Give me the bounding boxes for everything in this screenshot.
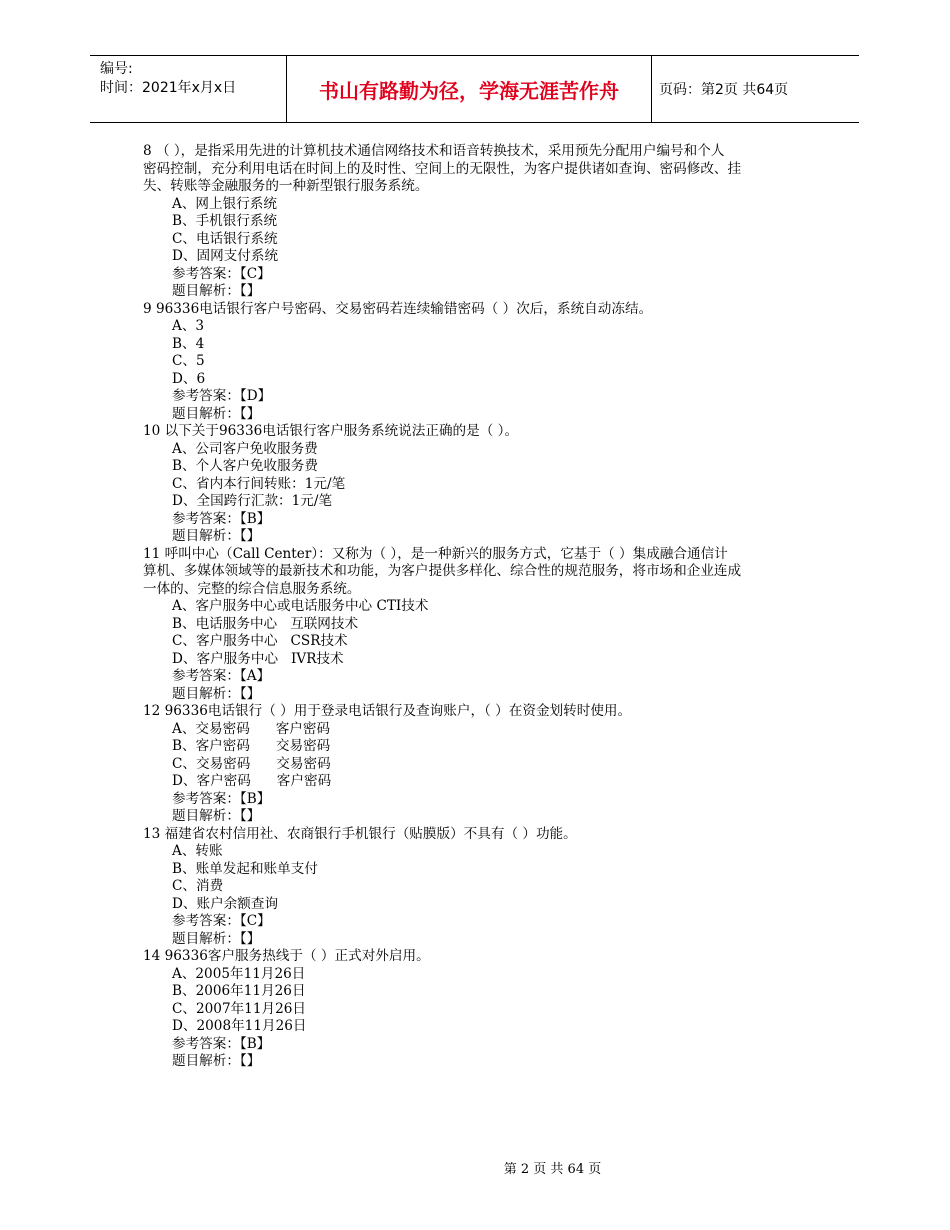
number-label: 编号:: [100, 61, 133, 77]
answer-option: D、全国跨行汇款：1元/笔: [172, 493, 333, 509]
page-label: 页码：第2页 共64页: [659, 82, 789, 98]
question-stem: 8 （ ），是指采用先进的计算机技术通信网络技术和语音转换技术，采用预先分配用户编号和个人: [143, 143, 725, 159]
answer-option: C、消费: [172, 878, 224, 894]
page-header: [90, 55, 859, 123]
answer-option: D、固网支付系统: [172, 248, 279, 264]
answer-option: A、转账: [172, 843, 223, 859]
answer-option: C、2007年11月26日: [172, 1000, 306, 1017]
question-stem: 密码控制，充分利用电话在时间上的及时性、空间上的无限性，为客户提供诸如查询、密码修改、挂: [143, 160, 742, 177]
footer-page-number: 第 2 页 共 64 页: [503, 1162, 602, 1177]
question-block: [143, 948, 843, 1071]
answer-option: B、电话服务中心 互联网技术: [172, 615, 359, 632]
question-stem: 算机、多媒体领域等的最新技术和功能，为客户提供多样化、综合性的规范服务，将市场和企业连成: [143, 563, 742, 579]
question-analysis: 题目解析：【】: [172, 405, 261, 422]
question-analysis: 题目解析：【】: [172, 283, 261, 299]
answer-option: D、2008年11月26日: [172, 1018, 307, 1034]
question-block: [143, 703, 843, 826]
question-block: [143, 546, 843, 704]
question-analysis: 题目解析：【】: [172, 685, 261, 702]
question-stem: 11 呼叫中心（Call Center）：又称为（ ），是一种新兴的服务方式，它基于（ ）集成融合通信计: [143, 545, 728, 562]
question-list: [143, 143, 843, 1071]
question-block: [143, 423, 843, 546]
reference-answer: 参考答案：【C】: [172, 265, 271, 282]
question-block: [143, 143, 843, 301]
question-analysis: 题目解析：【】: [172, 528, 261, 544]
answer-option: A、客户服务中心或电话服务中心 CTI技术: [172, 598, 429, 614]
question-stem: 一体的、完整的综合信息服务系统。: [143, 580, 361, 597]
question-analysis: 题目解析：【】: [172, 808, 261, 824]
reference-answer: 参考答案：【B】: [172, 1035, 271, 1052]
motto: 书山有路勤为径，学海无涯苦作舟: [286, 56, 652, 122]
answer-option: B、4: [172, 335, 205, 352]
time-label: 时间：2021年x月x日: [100, 80, 237, 96]
answer-option: A、2005年11月26日: [172, 965, 306, 982]
reference-answer: 参考答案：【C】: [172, 913, 271, 929]
question-stem: 14 96336客户服务热线于（ ）正式对外启用。: [143, 948, 430, 964]
reference-answer: 参考答案：【A】: [172, 668, 271, 684]
answer-option: D、客户服务中心 IVR技术: [172, 650, 344, 667]
question-stem: 失、转账等金融服务的一种新型银行服务系统。: [143, 178, 429, 194]
answer-option: C、客户服务中心 CSR技术: [172, 633, 348, 649]
answer-option: C、交易密码 交易密码: [172, 755, 331, 772]
answer-option: B、账单发起和账单支付: [172, 860, 318, 877]
answer-option: D、6: [172, 370, 206, 387]
answer-option: A、3: [172, 318, 205, 334]
answer-option: B、客户密码 交易密码: [172, 738, 331, 754]
question-analysis: 题目解析：【】: [172, 930, 261, 947]
answer-option: C、5: [172, 353, 205, 369]
answer-option: B、手机银行系统: [172, 213, 278, 229]
answer-option: D、客户密码 客户密码: [172, 773, 332, 789]
page-footer: [0, 1158, 950, 1177]
answer-option: A、公司客户免收服务费: [172, 440, 318, 457]
answer-option: B、2006年11月26日: [172, 983, 306, 999]
question-stem: 13 福建省农村信用社、农商银行手机银行（贴膜版）不具有（ ）功能。: [143, 825, 577, 842]
reference-answer: 参考答案：【D】: [172, 388, 272, 404]
answer-option: C、省内本行间转账：1元/笔: [172, 475, 346, 492]
answer-option: A、交易密码 客户密码: [172, 720, 331, 737]
answer-option: B、个人客户免收服务费: [172, 458, 318, 474]
reference-answer: 参考答案：【B】: [172, 790, 271, 807]
question-block: [143, 301, 843, 424]
question-stem: 12 96336电话银行（ ）用于登录电话银行及查询账户，（ ）在资金划转时使用。: [143, 703, 632, 719]
answer-option: C、电话银行系统: [172, 230, 278, 247]
reference-answer: 参考答案：【B】: [172, 510, 271, 527]
header-left-cell: [90, 56, 286, 122]
question-stem: 9 96336电话银行客户号密码、交易密码若连续输错密码（ ）次后，系统自动冻结。: [143, 300, 653, 317]
question-stem: 10 以下关于96336电话银行客户服务系统说法正确的是（ ）。: [143, 423, 519, 439]
question-analysis: 题目解析：【】: [172, 1053, 261, 1069]
answer-option: D、账户余额查询: [172, 895, 279, 912]
question-block: [143, 826, 843, 949]
answer-option: A、网上银行系统: [172, 195, 277, 212]
